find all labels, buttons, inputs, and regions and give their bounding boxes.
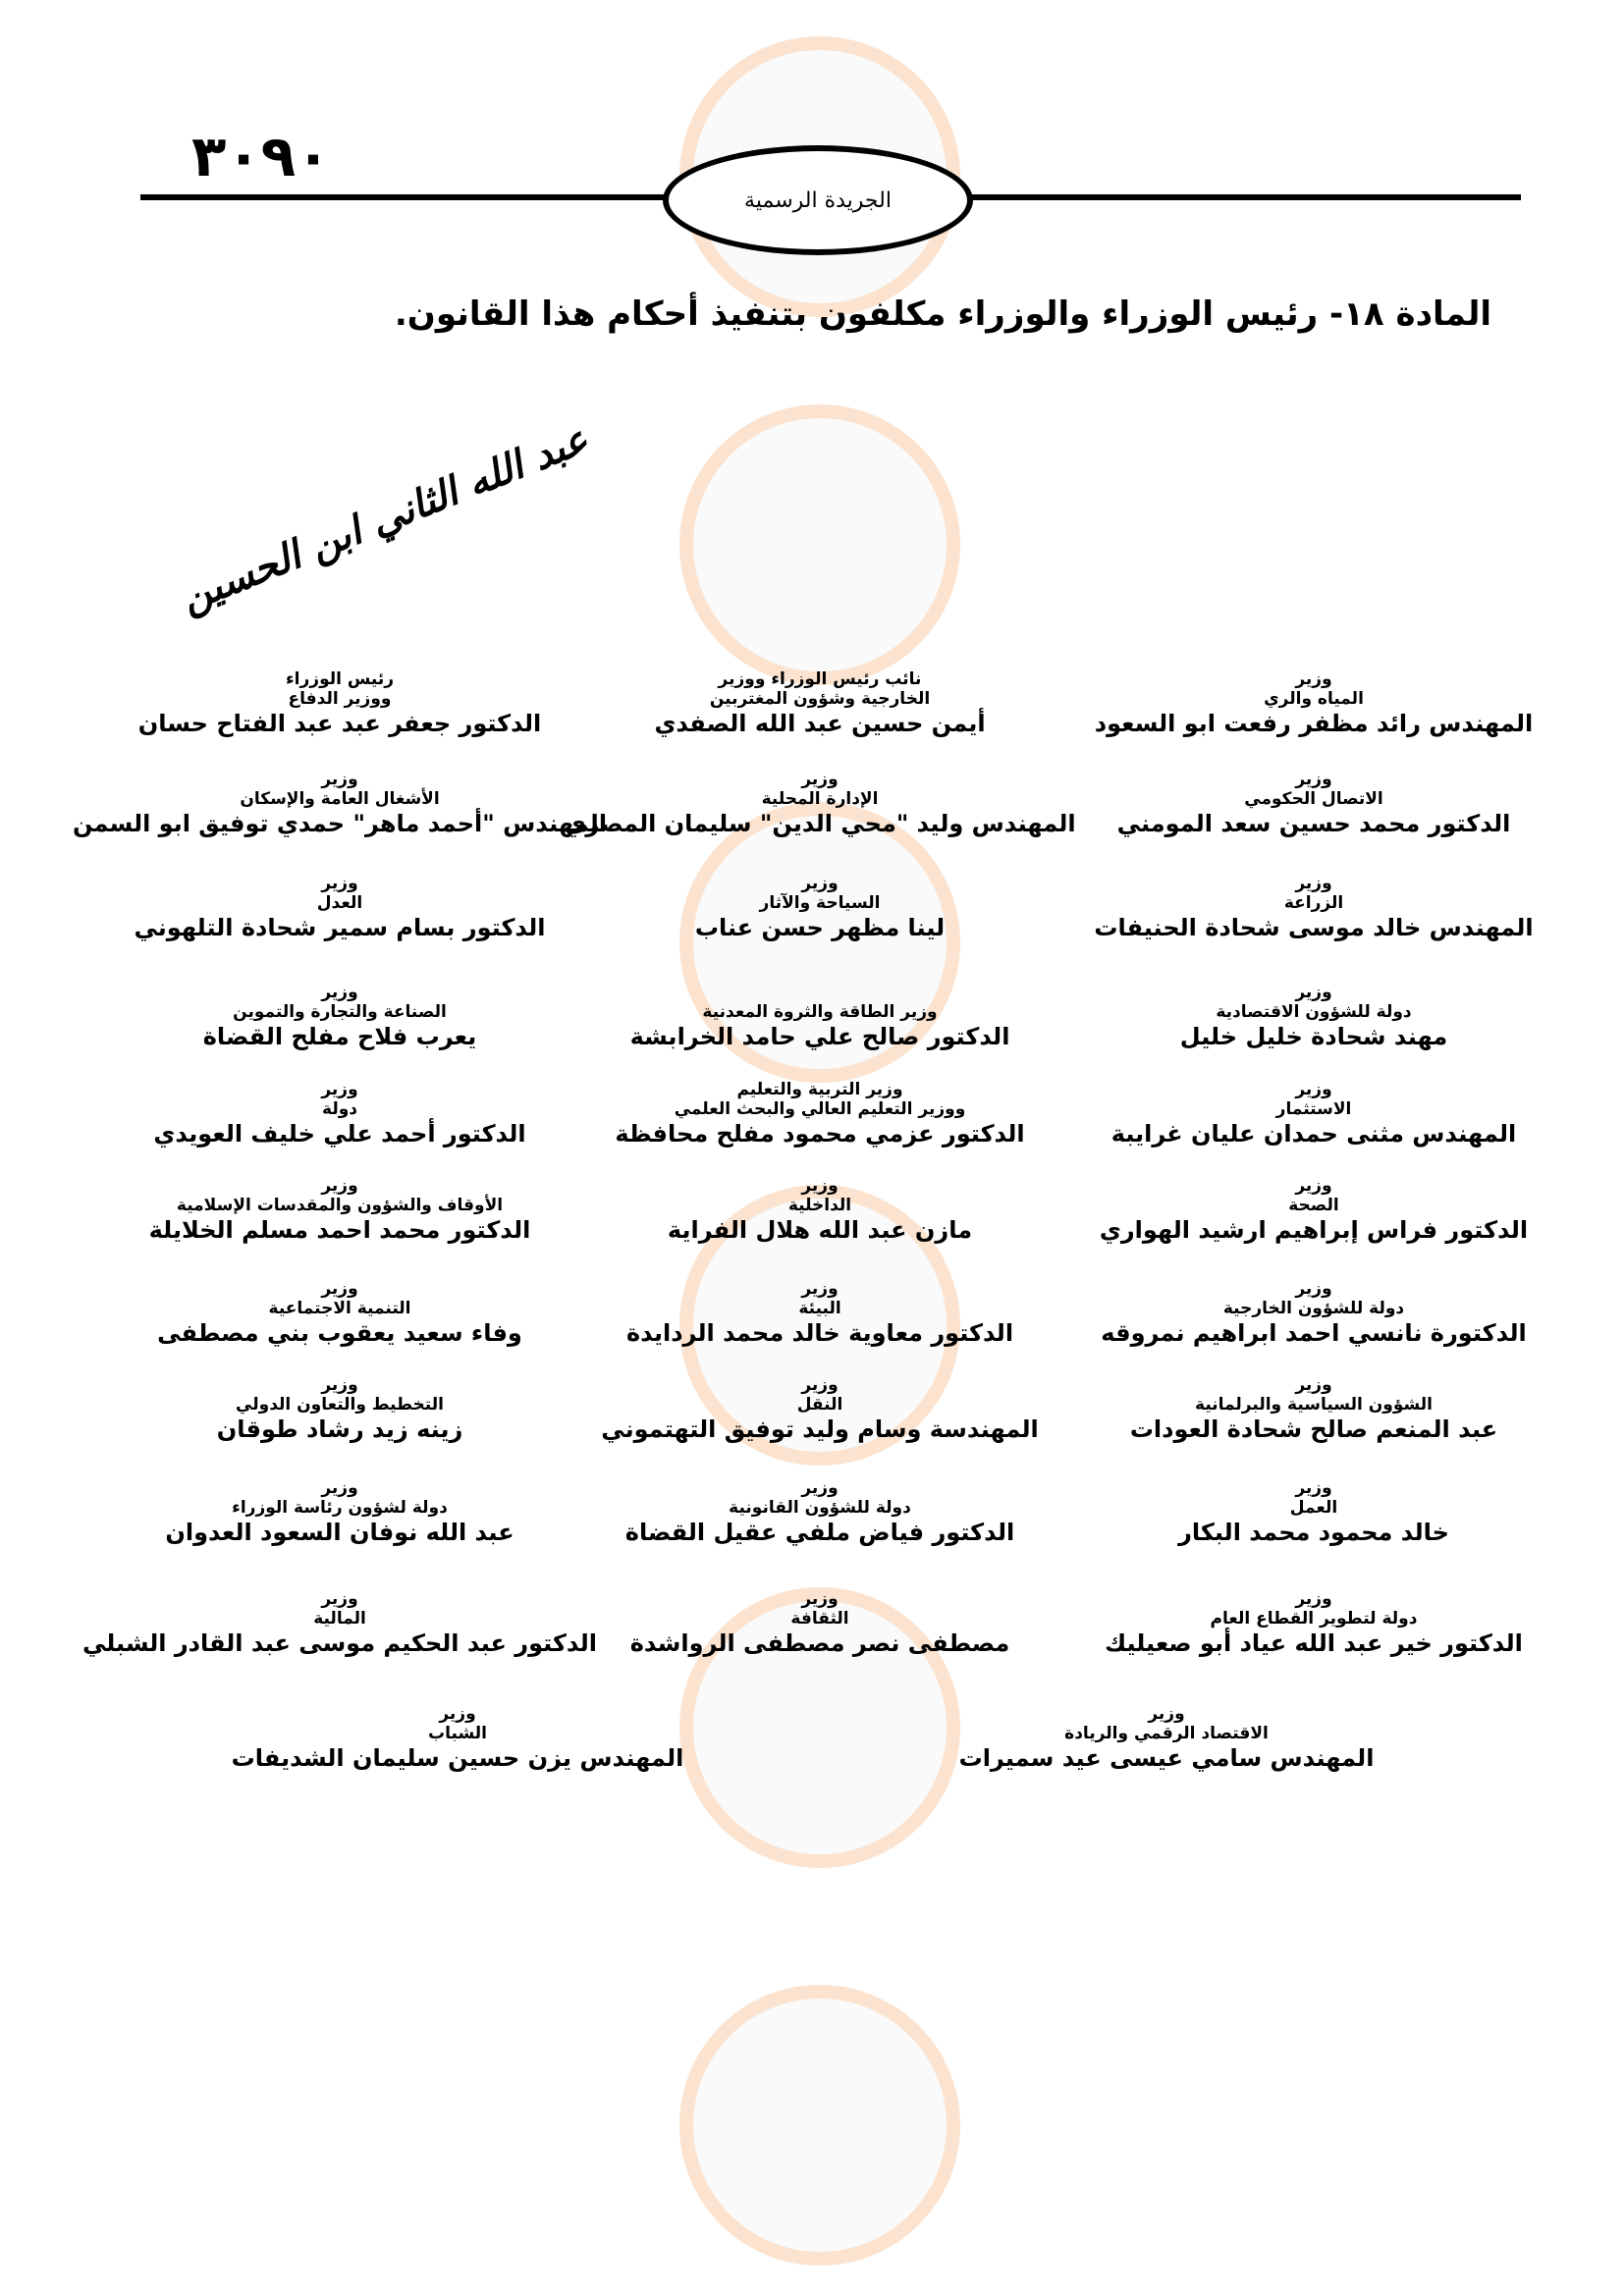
minister-entry <box>1130 1375 1497 1444</box>
royal-signature: عبد الله الثاني ابن الحسين <box>174 415 595 622</box>
minister-title: وزير <box>321 1080 358 1099</box>
minister-title: وزير <box>321 1589 358 1609</box>
minister-title: وزير <box>1295 983 1332 1002</box>
minister-title: الأشغال العامة والإسكان <box>240 789 440 809</box>
minister-title: السياحة والآثار <box>759 893 881 913</box>
minister-title: وزير <box>439 1704 476 1724</box>
minister-name: زينه زيد رشاد طوقان <box>216 1415 463 1443</box>
minister-name: المهندس رائد مظفر رفعت ابو السعود <box>1094 710 1534 737</box>
minister-name: الدكتور أحمد علي خليف العويدي <box>153 1120 526 1148</box>
minister-entry <box>1100 1176 1528 1245</box>
clock-watermark-icon <box>679 1985 960 2266</box>
minister-entry <box>73 770 607 838</box>
minister-title: وزير <box>321 874 358 893</box>
minister-entry <box>134 874 545 942</box>
minister-name: الدكتور معاوية خالد محمد الردايدة <box>625 1319 1014 1347</box>
minister-entry <box>630 1002 1010 1051</box>
minister-title: دولة للشؤون الخارجية <box>1222 1299 1405 1318</box>
minister-title: الاستثمار <box>1275 1099 1352 1119</box>
minister-name: الدكتور خير عبد الله عياد أبو صعيليك <box>1105 1629 1523 1657</box>
minister-title: دولة للشؤون الاقتصادية <box>1216 1002 1412 1022</box>
minister-entry <box>157 1279 522 1348</box>
minister-title: العدل <box>316 893 363 913</box>
minister-entry <box>1094 874 1533 942</box>
minister-entry <box>138 669 541 738</box>
minister-title: وزير <box>1295 1478 1332 1498</box>
minister-name: المهندس يزن حسين سليمان الشديفات <box>231 1744 684 1772</box>
minister-name: الدكتور فراس إبراهيم ارشيد الهواري <box>1099 1216 1529 1244</box>
minister-title: البيئة <box>798 1299 841 1318</box>
minister-title: وزير <box>321 1279 358 1299</box>
minister-title: وزير <box>801 1589 839 1609</box>
minister-entry <box>615 1080 1024 1148</box>
minister-entry <box>82 1589 597 1658</box>
minister-title: الخارجية وشؤون المغتربين <box>709 689 931 709</box>
minister-name: الدكتورة نانسي احمد ابراهيم نمروقه <box>1101 1319 1527 1347</box>
minister-name: مهند شحادة خليل خليل <box>1179 1023 1448 1050</box>
minister-title: الزراعة <box>1283 893 1344 913</box>
minister-title: وزير <box>321 1176 358 1196</box>
minister-name: الدكتور صالح علي حامد الخرابشة <box>629 1023 1010 1050</box>
minister-name: الدكتور جعفر عبد عبد الفتاح حسان <box>137 710 542 737</box>
minister-entry <box>959 1704 1375 1773</box>
minister-name: المهندس "أحمد ماهر" حمدي توفيق ابو السمن <box>72 810 608 837</box>
minister-entry <box>626 1279 1013 1348</box>
minister-entry <box>232 1704 684 1773</box>
minister-title: وزير <box>801 770 839 789</box>
minister-title: دولة لشؤون رئاسة الوزراء <box>232 1498 448 1518</box>
minister-title: وزير <box>1295 874 1332 893</box>
minister-entry <box>1095 669 1533 738</box>
minister-entry <box>695 874 945 942</box>
minister-title: الأوقاف والشؤون والمقدسات الإسلامية <box>176 1196 504 1215</box>
clock-watermark-icon <box>679 404 960 685</box>
minister-title: نائب رئيس الوزراء ووزير <box>718 669 922 689</box>
minister-name: الدكتور محمد حسين سعد المومني <box>1116 810 1511 837</box>
minister-entry <box>1180 983 1447 1051</box>
minister-title: وزير <box>1295 669 1332 689</box>
minister-name: مصطفى نصر مصطفى الرواشدة <box>629 1629 1010 1657</box>
minister-name: عبد المنعم صالح شحادة العودات <box>1129 1415 1498 1443</box>
minister-entry <box>1117 770 1511 838</box>
minister-entry <box>1105 1589 1523 1658</box>
minister-title: وزير <box>1295 1375 1332 1395</box>
minister-entry <box>149 1176 531 1245</box>
minister-name: الدكتور فياض ملفي عقيل القضاة <box>624 1519 1015 1546</box>
minister-title: وزير <box>1295 1176 1332 1196</box>
minister-title: وزير <box>321 770 358 789</box>
minister-entry <box>630 1589 1009 1658</box>
minister-name: لينا مظهر حسن عناب <box>694 914 946 941</box>
minister-title: الشؤون السياسية والبرلمانية <box>1195 1395 1433 1415</box>
minister-title: الاقتصاد الرقمي والريادة <box>1064 1724 1269 1743</box>
minister-title: ووزير الدفاع <box>288 689 392 709</box>
minister-name: المهندسة وسام وليد توفيق التهتموني <box>601 1415 1039 1443</box>
minister-entry <box>153 1080 525 1148</box>
minister-title: التنمية الاجتماعية <box>268 1299 411 1318</box>
minister-title: دولة لتطوير القطاع العام <box>1210 1609 1418 1629</box>
article-text: المادة ١٨- رئيس الوزراء والوزراء مكلفون بتنفيذ أحكام هذا القانون. <box>394 294 1491 334</box>
minister-title: ووزير التعليم العالي والبحث العلمي <box>674 1099 966 1119</box>
minister-title: وزير <box>1295 1279 1332 1299</box>
gazette-title: الجريدة الرسمية <box>744 187 892 213</box>
minister-entry <box>564 770 1075 838</box>
gazette-title-oval <box>663 145 973 255</box>
minister-name: مازن عبد الله هلال الفراية <box>667 1216 973 1244</box>
minister-title: العمل <box>1289 1498 1338 1518</box>
minister-title: الاتصال الحكومي <box>1244 789 1383 809</box>
minister-entry <box>203 983 476 1051</box>
minister-title: وزير <box>801 1279 839 1299</box>
minister-entry <box>1101 1279 1526 1348</box>
minister-entry <box>601 1375 1038 1444</box>
minister-title: وزير <box>1295 1080 1332 1099</box>
minister-name: أيمن حسين عبد الله الصفدي <box>654 710 986 737</box>
minister-title: دولة للشؤون القانونية <box>729 1498 911 1518</box>
minister-title: الصحة <box>1288 1196 1339 1215</box>
minister-title: وزير <box>321 1375 358 1395</box>
minister-title: الثقافة <box>790 1609 849 1629</box>
minister-title: وزير <box>801 1176 839 1196</box>
minister-entry <box>625 1478 1014 1547</box>
minister-title: الصناعة والتجارة والتموين <box>233 1002 447 1022</box>
minister-entry <box>668 1176 972 1245</box>
minister-name: المهندس وليد "محي الدين" سليمان المصري <box>564 810 1076 837</box>
minister-entry <box>165 1478 514 1547</box>
minister-title: رئيس الوزراء <box>285 669 395 689</box>
minister-name: الدكتور بسام سمير شحادة التلهوني <box>134 914 546 941</box>
minister-name: الدكتور محمد احمد مسلم الخلايلة <box>148 1216 531 1244</box>
minister-title: المياه والري <box>1264 689 1364 709</box>
minister-name: المهندس خالد موسى شحادة الحنيفات <box>1094 914 1534 941</box>
minister-title: المالية <box>313 1609 366 1629</box>
minister-title: النقل <box>796 1395 843 1415</box>
minister-entry <box>654 669 985 738</box>
minister-title: وزير <box>1295 770 1332 789</box>
minister-entry <box>217 1375 463 1444</box>
minister-title: الإدارة المحلية <box>761 789 879 809</box>
minister-title: وزير التربية والتعليم <box>736 1080 903 1099</box>
minister-entry <box>1111 1080 1516 1148</box>
minister-title: وزير <box>321 1478 358 1498</box>
minister-name: الدكتور عزمي محمود مفلح محافظة <box>615 1120 1025 1148</box>
minister-title: وزير <box>801 1478 839 1498</box>
minister-name: يعرب فلاح مفلح القضاة <box>202 1023 477 1050</box>
minister-name: المهندس مثنى حمدان عليان غرايبة <box>1110 1120 1517 1148</box>
minister-title: وزير الطاقة والثروة المعدنية <box>702 1002 938 1022</box>
minister-title: وزير <box>801 874 839 893</box>
minister-name: خالد محمود محمد البكار <box>1178 1519 1449 1546</box>
page-number: ٣٠٩٠ <box>191 123 331 189</box>
minister-title: وزير <box>321 983 358 1002</box>
minister-title: وزير <box>1295 1589 1332 1609</box>
minister-title: وزير <box>1148 1704 1185 1724</box>
minister-name: الدكتور عبد الحكيم موسى عبد القادر الشبلي <box>81 1629 598 1657</box>
minister-title: وزير <box>801 1375 839 1395</box>
minister-name: عبد الله نوفان السعود العدوان <box>165 1519 514 1546</box>
minister-title: الداخلية <box>787 1196 852 1215</box>
minister-entry <box>1178 1478 1449 1547</box>
minister-title: دولة <box>322 1099 357 1119</box>
minister-title: التخطيط والتعاون الدولي <box>236 1395 444 1415</box>
minister-name: وفاء سعيد يعقوب بني مصطفى <box>157 1319 522 1347</box>
minister-name: المهندس سامي عيسى عيد سميرات <box>958 1744 1375 1772</box>
minister-title: الشباب <box>428 1724 487 1743</box>
